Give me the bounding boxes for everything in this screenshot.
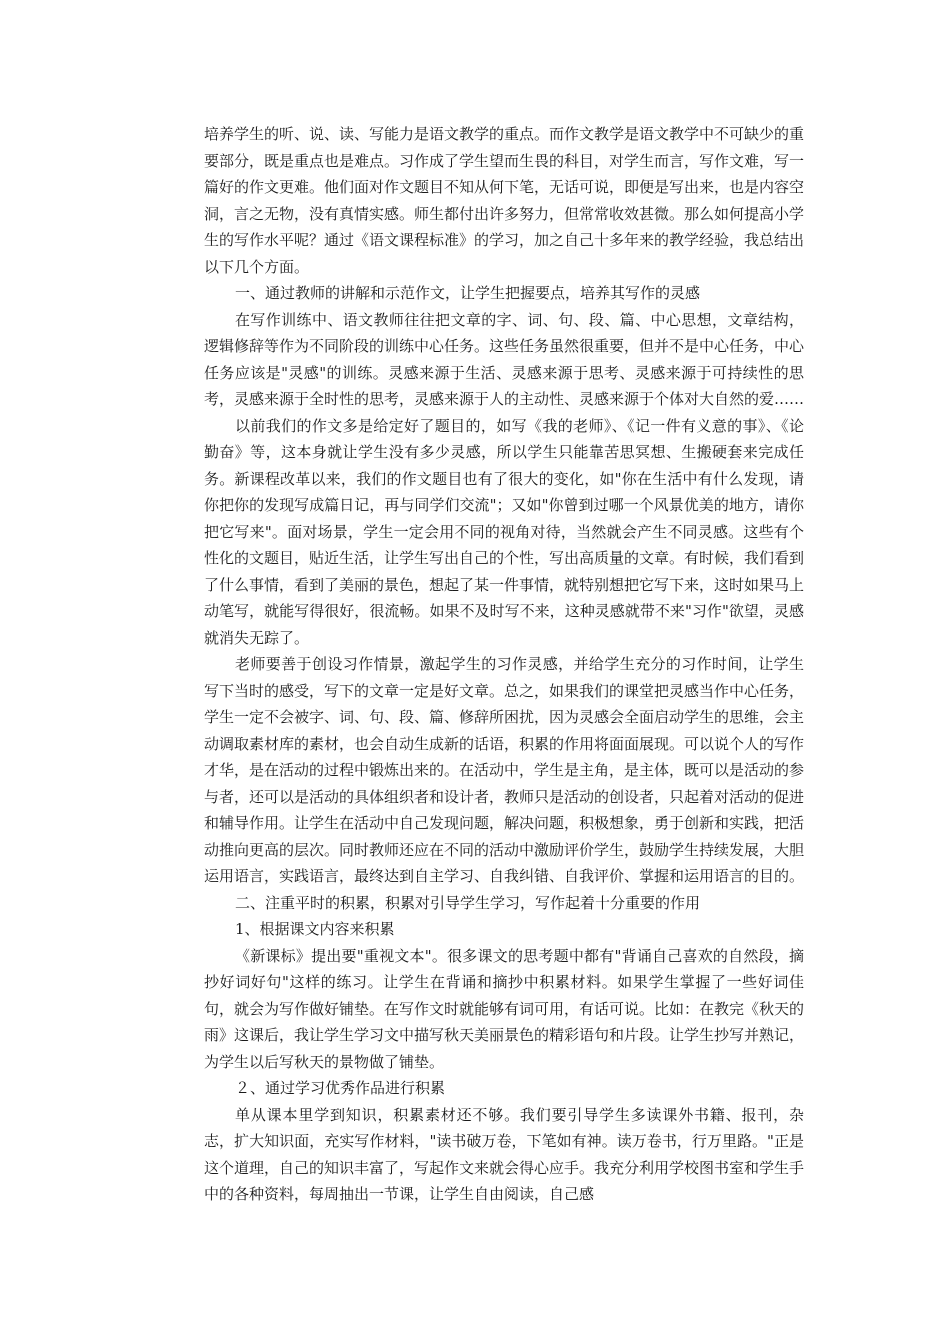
intro-paragraph: 培养学生的听、说、读、写能力是语文教学的重点。而作文教学是语文教学中不可缺少的重要部分，既是重点也是难点。习作成了学生望而生畏的科目，对学生而言，写作文难，写一篇好的作文更难。他们面对作文题目不知从何下笔，无话可说，即便是写出来，也是内容空洞，言之无物，没有真情实感。师生都付出许多努力，但常常收效甚微。那么如何提高小学生的写作水平呢？通过《语文课程标准》的学习，加之自己十多年来的教学经验，我总结出以下几个方面。: [204, 125, 805, 276]
section-heading-2: 二、注重平时的积累，积累对引导学生学习，写作起着十分重要的作用: [235, 893, 701, 912]
section-heading-1: 一、通过教师的讲解和示范作文，让学生把握要点，培养其写作的灵感: [235, 284, 701, 302]
body-paragraph: 老师要善于创设习作情景，激起学生的习作灵感，并给学生充分的习作时间，让学生写下当时的感受，写下的文章一定是好文章。总之，如果我们的课堂把灵感当作中心任务，学生一定不会被字、词、句、段、篇、修辞所困扰，因为灵感会全面启动学生的思维，会主动调取素材库的素材，也会自动生成新的话语，积累的作用将面面展现。可以说个人的写作才华，是在活动的过程中锻炼出来的。在活动中，学生是主角，是主体，既可以是活动的参与者，还可以是活动的具体组织者和设计者，教师只是活动的创设者，只起着对活动的促进和辅导作用。让学生在活动中自己发现问题，解决问题，积极想象，勇于创新和实践，把活动推向更高的层次。同时教师还应在不同的活动中激励评价学生，鼓励学生持续发展，大胆运用语言，实践语言，最终达到自主学习、自我纠错、自我评价、掌握和运用语言的目的。: [204, 655, 805, 885]
body-paragraph: 以前我们的作文多是给定好了题目的，如写《我的老师》、《记一件有义意的事》、《论勤奋》等，这本身就让学生没有多少灵感，所以学生只能靠苦思冥想、生搬硬套来完成任务。新课程改革以来，我们的作文题目也有了很大的变化，如"你在生活中有什么发现，请你把你的发现写成篇日记，再与同学们交流"；又如"你曾到过哪一个风景优美的地方，请你把它写来"。面对场景，学生一定会用不同的视角对待，当然就会产生不同灵感。这些有个性化的文题目，贴近生活，让学生写出自己的个性，写出高质量的文章。有时候，我们看到了什么事情，看到了美丽的景色，想起了某一件事情，就特别想把它写下来，这时如果马上动笔写，就能写得很好，很流畅。如果不及时写不来，这种灵感就带不来"习作"欲望，灵感就消失无踪了。: [204, 416, 805, 647]
subsection-heading-1: 1、根据课文内容来积累: [235, 920, 395, 938]
body-paragraph: 单从课本里学到知识，积累素材还不够。我们要引导学生多读课外书籍、报刊，杂志，扩大知识面，充实写作材料，"读书破万卷，下笔如有神。读万卷书，行万里路。"正是这个道理，自己的知识丰富了，写起作文来就会得心应手。我充分利用学校图书室和学生手中的各种资料，每周抽出一节课，让学生自由阅读，自己感: [204, 1105, 805, 1203]
document-body: [204, 121, 804, 1208]
body-paragraph: 《新课标》提出要"重视文本"。很多课文的思考题中都有"背诵自己喜欢的自然段，摘抄好词好句"这样的练习。让学生在背诵和摘抄中积累材料。如果学生掌握了一些好词佳句，就会为写作做好铺垫。在写作文时就能够有词可用，有话可说。比如：在教完《秋天的雨》这课后，我让学生学习文中描写秋天美丽景色的精彩语句和片段。让学生抄写并熟记，为学生以后写秋天的景物做了铺垫。: [204, 946, 805, 1071]
subsection-heading-2: ２、通过学习优秀作品进行积累: [235, 1079, 446, 1097]
body-paragraph: 在写作训练中、语文教师往往把文章的字、词、句、段、篇、中心思想，文章结构，逻辑修辞等作为不同阶段的训练中心任务。这些任务虽然很重要，但并不是中心任务，中心任务应该是"灵感"的训练。灵感来源于生活、灵感来源于思考、灵感来源于可持续性的思考，灵感来源于全时性的思考，灵感来源于人的主动性、灵感来源于个体对大自然的爱……: [204, 310, 805, 408]
